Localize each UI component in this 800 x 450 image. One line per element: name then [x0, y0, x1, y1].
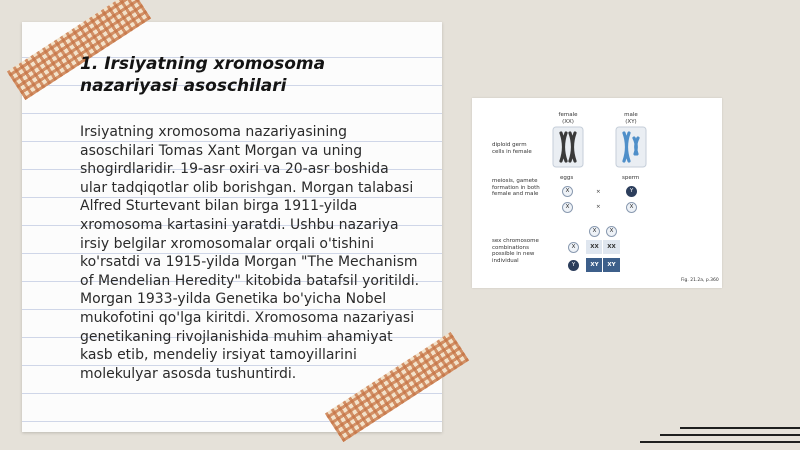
cell-xy-1: XY	[585, 257, 604, 273]
sperm-y: Y	[626, 186, 637, 197]
cell-xx-1: XX	[585, 239, 604, 255]
cross-symbol-2: ×	[596, 204, 601, 210]
female-header	[548, 112, 588, 125]
female-genotype: (XX)	[562, 118, 574, 125]
egg-x-1: X	[562, 186, 573, 197]
slide-body-text: Irsiyatning xromosoma nazariyasining asoschilari Tomas Xant Morgan va uning shogirdlaridir. 19-asr oxiri va 20-asr boshida ular tadqiqotlar olib borishgan. Morgan talabasi Alfred Sturtevant bilan birga 1911-yilda xromosoma kartasini yaratdi. Ushbu nazariya irsiy belgilar xromosomalar orqali o'tishini ko'rsatdi va 1915-yilda Morgan "The Mechanism of Mendelian Heredity" kitobida batafsil yoritildi. Morgan 1933-yilda Genetika bo'yicha Nobel mukofotini qo'lga kiritdi. Xromosoma nazariyasi genetikaning rivojlanishida muhim ahamiyat kasb etib, mendeliy irsiyat tamoyillarini molekulyar asosda tushuntirdi.	[80, 124, 420, 382]
grid-header-x-2: X	[606, 226, 617, 237]
female-diploid-cell	[552, 126, 584, 168]
male-genotype: (XY)	[625, 118, 637, 125]
cell-xx-2: XX	[602, 239, 621, 255]
meiosis-label: meiosis, gamete formation in both female and male	[492, 178, 540, 197]
male-diploid-cell	[615, 126, 647, 168]
male-header	[611, 112, 651, 125]
slide-title: 1. Irsiyatning xromosoma nazariyasi asoschilari	[80, 54, 326, 96]
decorative-line-2	[660, 434, 800, 436]
grid-header-x-1: X	[589, 226, 600, 237]
figure-caption: Fig. 21.2a, p.360	[681, 278, 719, 283]
cell-xy-2: XY	[602, 257, 621, 273]
sperm-x: X	[626, 202, 637, 213]
grid-row-x: X	[568, 242, 579, 253]
decorative-line-3	[640, 441, 800, 443]
female-label: female	[558, 112, 578, 118]
sperm-label: sperm	[622, 175, 640, 181]
egg-x-2: X	[562, 202, 573, 213]
decorative-lines	[640, 424, 800, 444]
combinations-label: sex chromosome combinations possible in new individual	[492, 238, 539, 264]
sex-determination-figure	[472, 98, 722, 288]
cross-symbol-1: ×	[596, 189, 601, 195]
grid-row-y: Y	[568, 260, 579, 271]
diploid-label: diploid germ cells in female	[492, 142, 532, 155]
male-label: male	[624, 112, 638, 118]
eggs-label: eggs	[560, 175, 574, 181]
decorative-line-1	[680, 427, 800, 429]
